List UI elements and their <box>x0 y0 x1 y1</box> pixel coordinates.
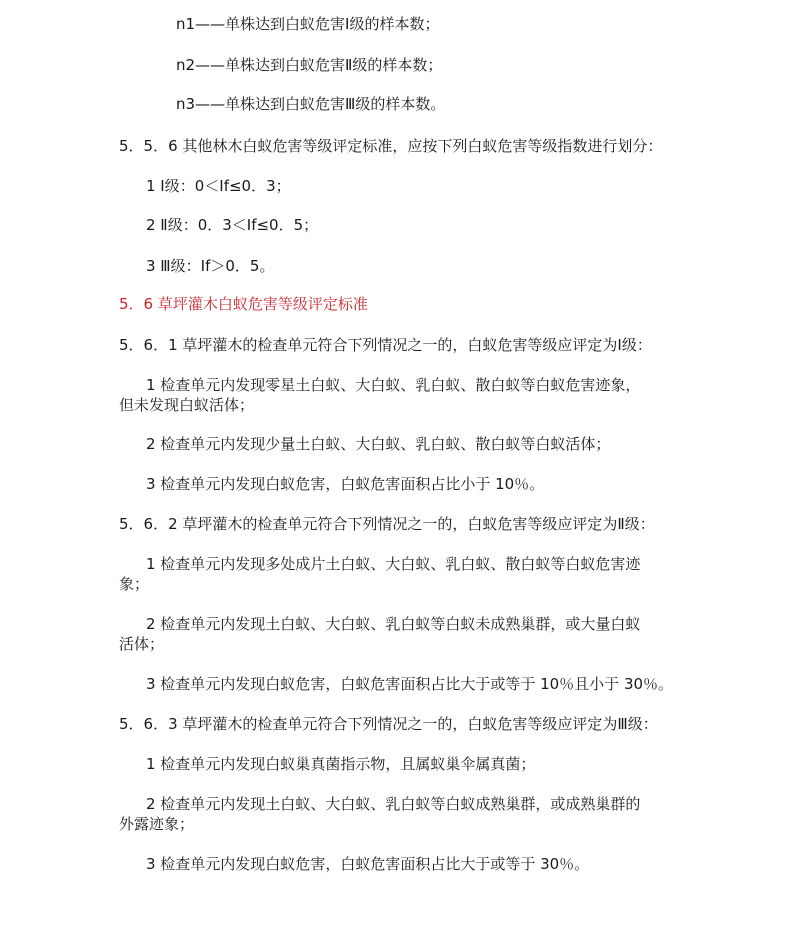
clause-5-6-1-item-1-cont: 但未发现白蚁活体； <box>119 396 255 414</box>
clause-5-6-2-item-1-cont: 象； <box>119 575 150 593</box>
clause-5-6-2-item-2: 2 检查单元内发现土白蚁、大白蚁、乳白蚁等白蚁未成熟巢群，或大量白蚁 <box>146 615 641 633</box>
clause-5-6-3-item-2: 2 检查单元内发现土白蚁、大白蚁、乳白蚁等白蚁成熟巢群，或成熟巢群的 <box>146 795 641 813</box>
clause-5-5-6: 5．5．6 其他林木白蚁危害等级评定标准，应按下列白蚁危害等级指数进行划分： <box>119 137 663 155</box>
section-heading-5-6: 5．6 草坪灌木白蚁危害等级评定标准 <box>119 295 368 313</box>
definition-n3: n3——单株达到白蚁危害Ⅲ级的样本数。 <box>176 95 446 113</box>
clause-5-6-2-item-1: 1 检查单元内发现多处成片土白蚁、大白蚁、乳白蚁、散白蚁等白蚁危害迹 <box>146 555 641 573</box>
clause-5-6-3-item-2-cont: 外露迹象； <box>119 815 195 833</box>
clause-5-6-1-item-3: 3 检查单元内发现白蚁危害，白蚁危害面积占比小于 10％。 <box>146 475 545 493</box>
clause-5-6-3-item-1: 1 检查单元内发现白蚁巢真菌指示物，且属蚁巢伞属真菌； <box>146 755 536 773</box>
grade-3-index: 3 Ⅲ级：If＞0．5。 <box>146 257 275 275</box>
clause-5-6-1: 5．6．1 草坪灌木的检查单元符合下列情况之一的，白蚁危害等级应评定为Ⅰ级： <box>119 336 652 354</box>
clause-5-6-2: 5．6．2 草坪灌木的检查单元符合下列情况之一的，白蚁危害等级应评定为Ⅱ级： <box>119 515 655 533</box>
definition-n1: n1——单株达到白蚁危害Ⅰ级的样本数； <box>176 15 440 33</box>
clause-5-6-3-item-3: 3 检查单元内发现白蚁危害，白蚁危害面积占比大于或等于 30％。 <box>146 855 590 873</box>
definition-n2: n2——单株达到白蚁危害Ⅱ级的样本数； <box>176 56 443 74</box>
grade-2-index: 2 Ⅱ级：0．3＜If≤0．5； <box>146 216 319 234</box>
clause-5-6-2-item-3: 3 检查单元内发现白蚁危害，白蚁危害面积占比大于或等于 10％且小于 30％。 <box>146 675 674 693</box>
clause-5-6-1-item-2: 2 检查单元内发现少量土白蚁、大白蚁、乳白蚁、散白蚁等白蚁活体； <box>146 435 611 453</box>
clause-5-6-3: 5．6．3 草坪灌木的检查单元符合下列情况之一的，白蚁危害等级应评定为Ⅲ级： <box>119 715 658 733</box>
grade-1-index: 1 Ⅰ级：0＜If≤0．3； <box>146 177 291 195</box>
clause-5-6-2-item-2-cont: 活体； <box>119 635 165 653</box>
clause-5-6-1-item-1: 1 检查单元内发现零星土白蚁、大白蚁、乳白蚁、散白蚁等白蚁危害迹象， <box>146 376 641 394</box>
